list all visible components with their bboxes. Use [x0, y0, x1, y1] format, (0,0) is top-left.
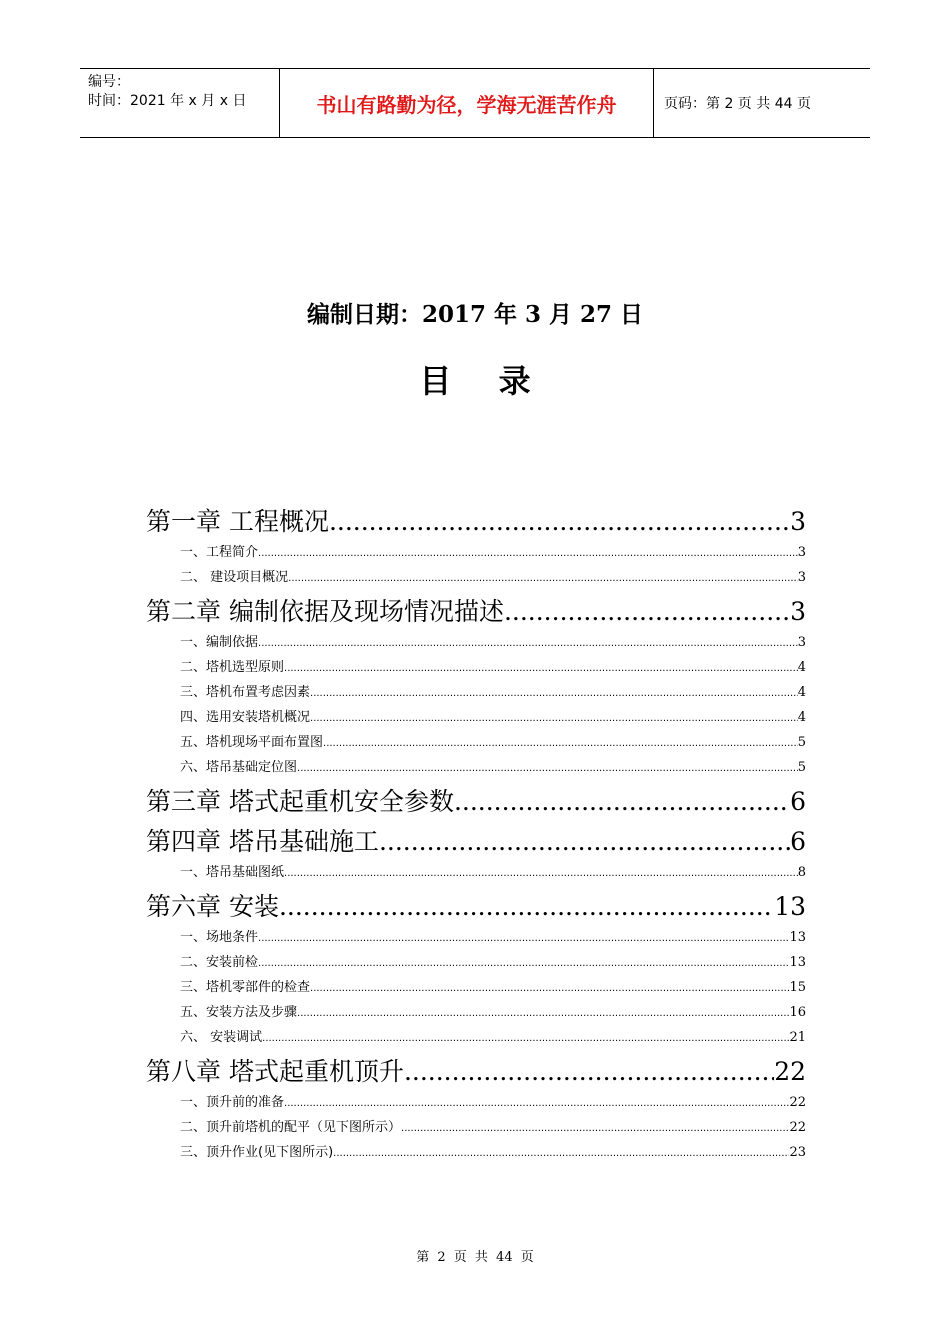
toc-section-entry[interactable] [146, 1000, 806, 1025]
toc-leader-dots [284, 861, 798, 885]
toc-entry-page: 13 [774, 892, 806, 921]
toc-entry-title: 一、塔吊基础图纸 [180, 865, 285, 880]
toc-entry-title: 第六章 安装 [146, 892, 279, 921]
toc-entry-page: 15 [789, 980, 806, 995]
toc-entry-page: 13 [789, 955, 806, 970]
toc-leader-dots [297, 1001, 789, 1025]
toc-entry-page: 21 [789, 1030, 806, 1045]
toc-section-entry[interactable] [146, 565, 806, 590]
toc-title: 目 录 [419, 362, 549, 400]
toc-entry-title: 六、 安装调试 [180, 1030, 263, 1045]
toc-entry-title: 三、塔机布置考虑因素 [180, 685, 311, 700]
toc-section-entry[interactable] [146, 655, 806, 680]
toc-leader-dots [258, 631, 798, 655]
toc-leader-dots [284, 1091, 789, 1115]
document-number-label: 编号： [88, 74, 130, 90]
toc-section-entry[interactable] [146, 540, 806, 565]
toc-leader-dots [323, 731, 798, 755]
toc-entry-page: 4 [797, 660, 806, 675]
toc-entry-page: 3 [790, 507, 806, 536]
toc-section-entry[interactable] [146, 925, 806, 950]
toc-section-entry[interactable] [146, 1090, 806, 1115]
toc-entry-title: 三、塔机零部件的检查 [180, 980, 311, 995]
toc-leader-dots [310, 681, 798, 705]
toc-entry-title: 五、安装方法及步骤 [180, 1005, 298, 1020]
toc-section-entry[interactable] [146, 680, 806, 705]
toc-entry-title: 二、安装前检 [180, 955, 259, 970]
toc-section-entry[interactable] [146, 630, 806, 655]
toc-leader-dots [310, 706, 798, 730]
toc-leader-dots [404, 1054, 774, 1090]
toc-entry-title: 二、塔机选型原则 [180, 660, 285, 675]
toc-entry-title: 六、塔吊基础定位图 [180, 760, 298, 775]
toc-section-entry[interactable] [146, 860, 806, 885]
toc-entry-title: 第八章 塔式起重机顶升 [146, 1057, 404, 1086]
toc-entry-page: 3 [797, 635, 806, 650]
toc-leader-dots [258, 541, 798, 565]
toc-leader-dots [284, 656, 798, 680]
header-meta [80, 69, 280, 137]
toc-leader-dots [310, 976, 789, 1000]
toc-chapter-entry[interactable] [146, 824, 806, 860]
toc-entry-title: 二、 建设项目概况 [180, 570, 289, 585]
toc-leader-dots [454, 784, 790, 820]
toc-entry-title: 一、顶升前的准备 [180, 1095, 285, 1110]
toc-chapter-entry[interactable] [146, 889, 806, 925]
toc-entry-page: 22 [789, 1095, 806, 1110]
toc-section-entry[interactable] [146, 1140, 806, 1165]
toc-leader-dots [297, 756, 798, 780]
toc-entry-page: 6 [790, 827, 806, 856]
toc-entry-title: 四、选用安装塔机概况 [180, 710, 311, 725]
toc-entry-title: 第二章 编制依据及现场情况描述 [146, 597, 504, 626]
toc-leader-dots [279, 889, 774, 925]
header-motto: 书山有路勤为径，学海无涯苦作舟 [280, 69, 654, 137]
toc-entry-page: 22 [774, 1057, 806, 1086]
toc-entry-title: 一、工程简介 [180, 545, 259, 560]
toc-leader-dots [329, 504, 790, 540]
toc-leader-dots [333, 1141, 789, 1165]
toc-section-entry[interactable] [146, 730, 806, 755]
toc-section-entry[interactable] [146, 950, 806, 975]
toc-entry-page: 3 [797, 545, 806, 560]
toc-leader-dots [262, 1026, 789, 1050]
toc-chapter-entry[interactable] [146, 784, 806, 820]
toc-entry-page: 23 [789, 1145, 806, 1160]
toc-entry-title: 第四章 塔吊基础施工 [146, 827, 379, 856]
toc-leader-dots [258, 926, 789, 950]
toc-section-entry[interactable] [146, 975, 806, 1000]
toc-entry-page: 13 [789, 930, 806, 945]
toc-entry-title: 三、顶升作业(见下图所示) [180, 1145, 334, 1160]
toc-entry-title: 五、塔机现场平面布置图 [180, 735, 324, 750]
page-footer: 第 2 页 共 44 页 [416, 1250, 534, 1265]
toc-leader-dots [504, 594, 790, 630]
document-time-label: 时间：2021 年 x 月 x 日 [88, 93, 247, 109]
toc-chapter-entry[interactable] [146, 1054, 806, 1090]
toc-entry-page: 4 [797, 685, 806, 700]
toc-entry-title: 一、场地条件 [180, 930, 259, 945]
compile-date: 编制日期：2017 年 3 月 27 日 [306, 301, 644, 328]
toc-entry-title: 第一章 工程概况 [146, 507, 329, 536]
toc-entry-page: 5 [797, 760, 806, 775]
toc-entry-page: 4 [797, 710, 806, 725]
toc-leader-dots [379, 824, 790, 860]
table-of-contents [146, 500, 806, 1165]
toc-section-entry[interactable] [146, 755, 806, 780]
toc-entry-page: 5 [797, 735, 806, 750]
toc-entry-page: 6 [790, 787, 806, 816]
toc-chapter-entry[interactable] [146, 504, 806, 540]
toc-entry-page: 3 [797, 570, 806, 585]
toc-entry-page: 8 [797, 865, 806, 880]
toc-section-entry[interactable] [146, 1115, 806, 1140]
toc-section-entry[interactable] [146, 705, 806, 730]
toc-entry-page: 16 [789, 1005, 806, 1020]
toc-entry-title: 二、顶升前塔机的配平（见下图所示） [180, 1120, 402, 1135]
toc-chapter-entry[interactable] [146, 594, 806, 630]
toc-leader-dots [288, 566, 798, 590]
toc-leader-dots [258, 951, 789, 975]
header-page-info: 页码：第 2 页 共 44 页 [664, 96, 811, 112]
toc-entry-page: 3 [790, 597, 806, 626]
toc-leader-dots [401, 1116, 789, 1140]
toc-entry-title: 一、编制依据 [180, 635, 259, 650]
page-header [80, 68, 870, 138]
toc-entry-title: 第三章 塔式起重机安全参数 [146, 787, 454, 816]
toc-entry-page: 22 [789, 1120, 806, 1135]
toc-section-entry[interactable] [146, 1025, 806, 1050]
